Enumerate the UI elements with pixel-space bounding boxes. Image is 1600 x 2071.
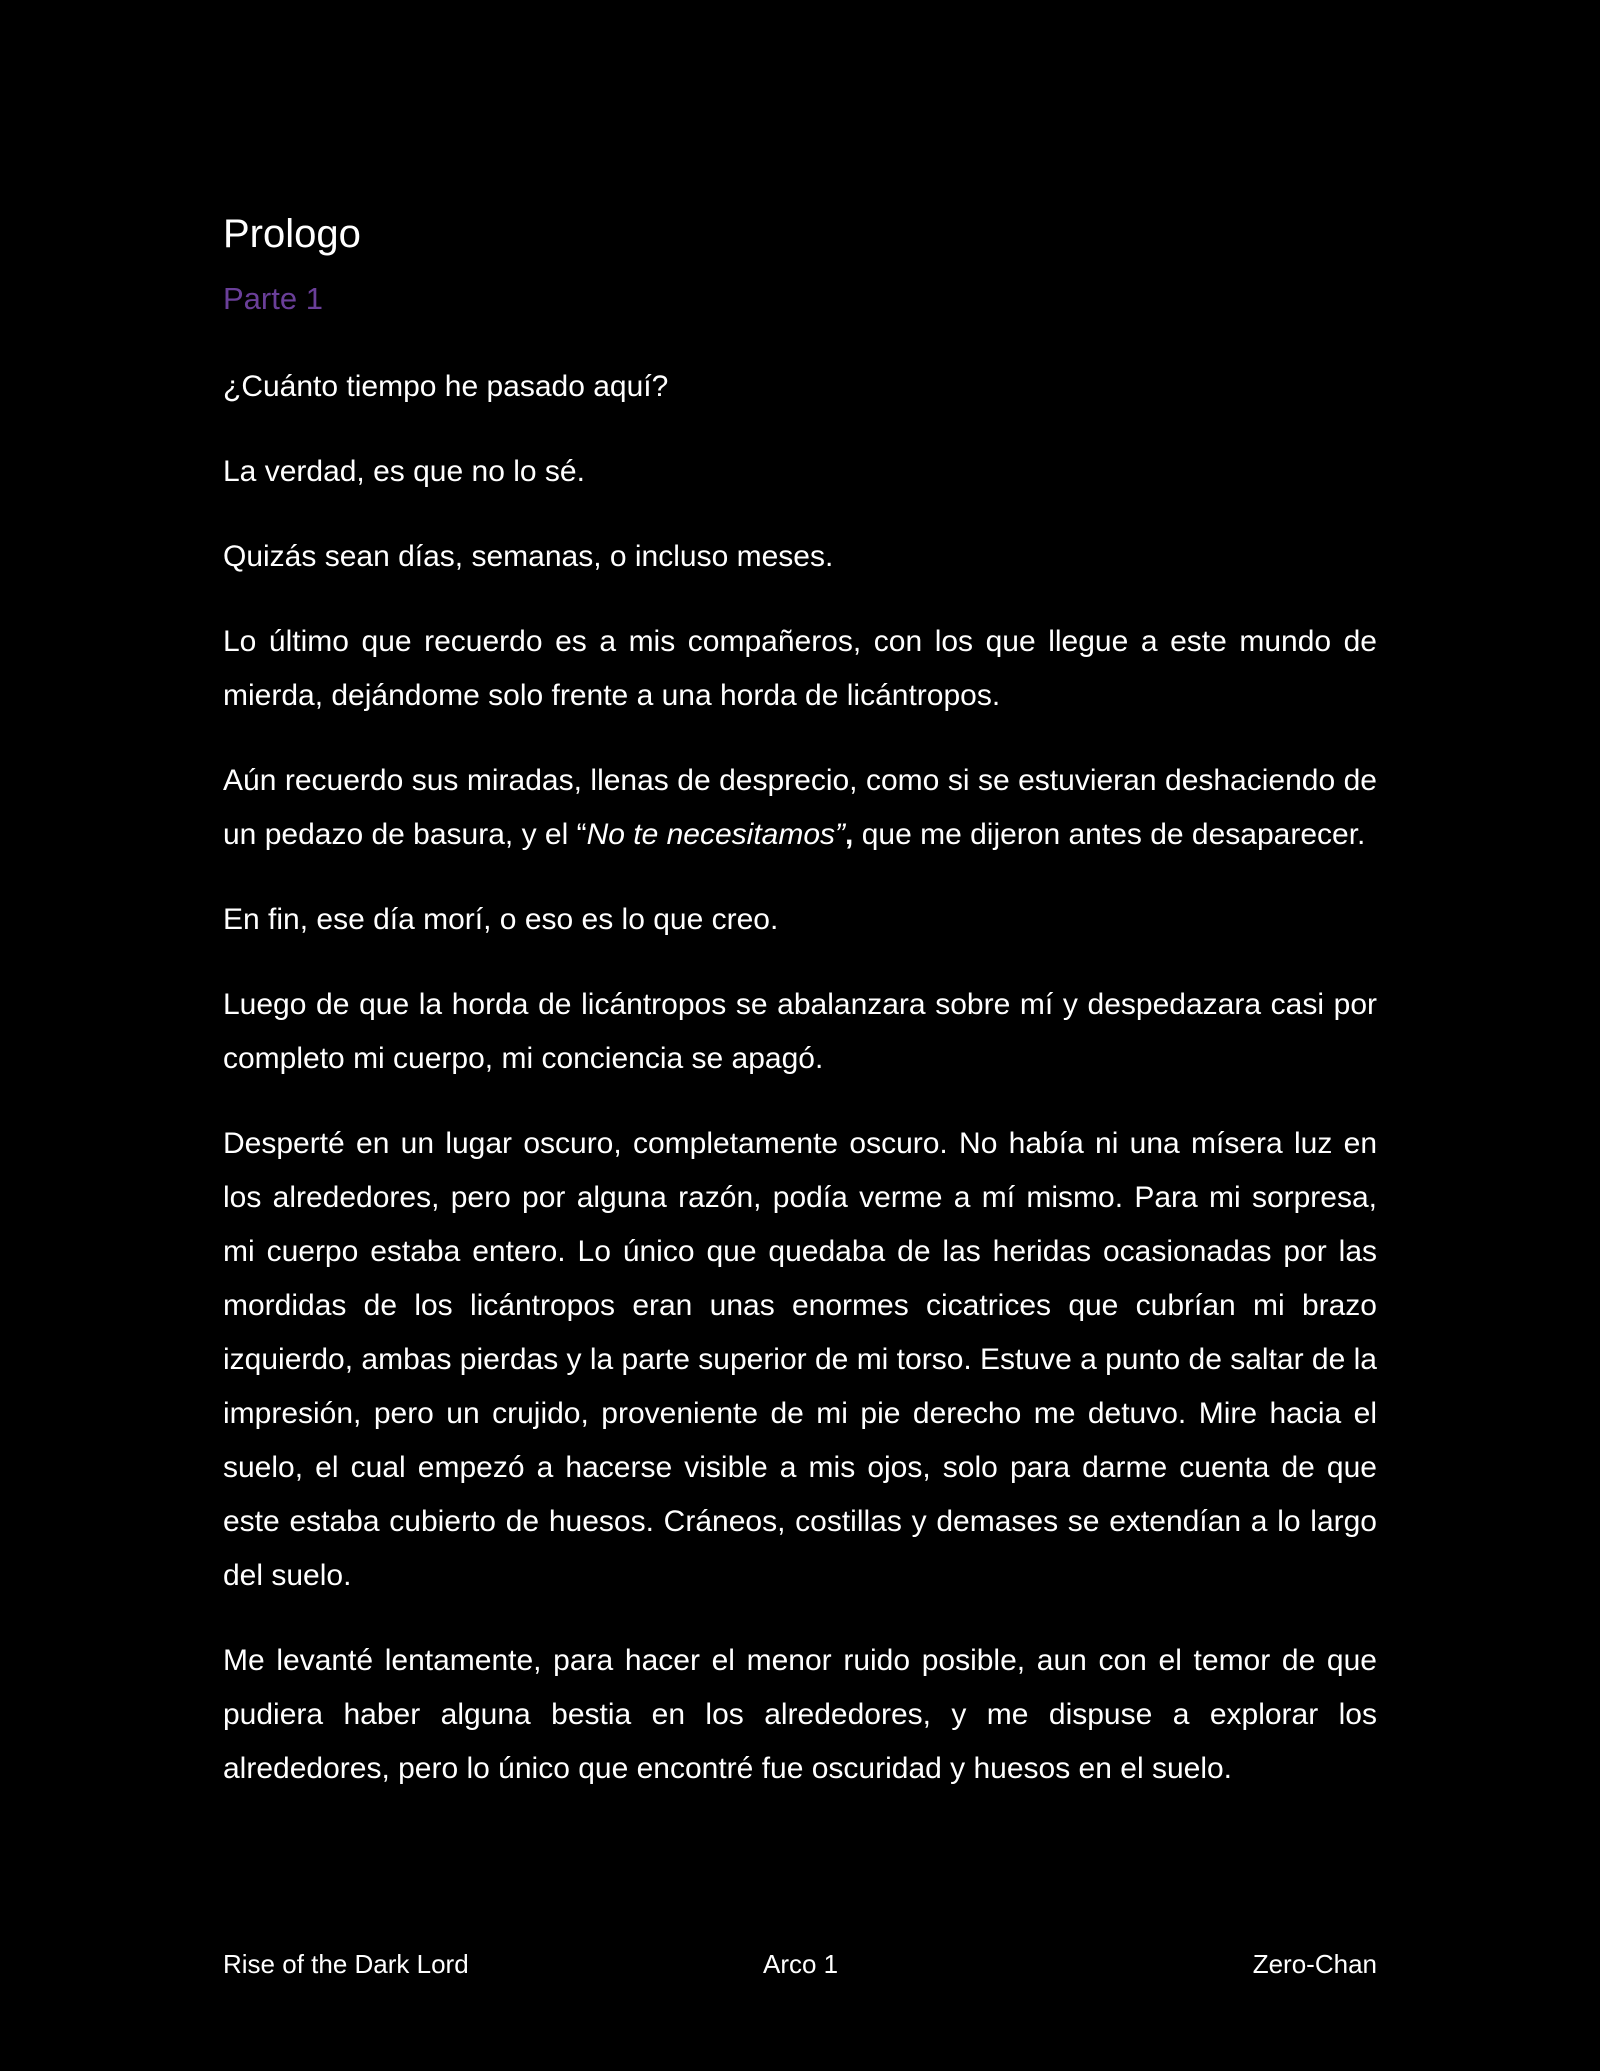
paragraph-5-text-after: que me dijeron antes de desaparecer. <box>853 818 1366 851</box>
footer-arc: Arco 1 <box>763 1949 839 1979</box>
footer-book-title: Rise of the Dark Lord <box>223 1949 469 1979</box>
quoted-phrase: No te necesitamos” <box>586 818 846 851</box>
footer-author: Zero-Chan <box>1252 1949 1377 1979</box>
paragraph-8: Desperté en un lugar oscuro, completamente oscuro. No había ni una mísera luz en los alrededores, pero por alguna razón, podía verme a mí mismo. Para mi sorpresa, mi cuerpo estaba entero. Lo único que quedaba de las heridas ocasionadas por las mordidas de los licántropos eran unas enormes cicatrices que cubrían mi brazo izquierdo, ambas pierdas y la parte superior de mi torso. Estuve a punto de saltar de la impresión, pero un crujido, proveniente de mi pie derecho me detuvo. Mire hacia el suelo, el cual empezó a hacerse visible a mis ojos, solo para darme cuenta de que este estaba cubierto de huesos. Cráneos, costillas y demases se extendían a lo largo del suelo. <box>223 1127 1377 1592</box>
document-page <box>223 208 1377 1827</box>
paragraph-5 <box>223 754 1377 862</box>
quoted-phrase-comma: , <box>845 818 854 851</box>
paragraph-6: En fin, ese día morí, o eso es lo que creo. <box>223 903 779 936</box>
page-footer <box>223 1946 1377 1986</box>
part-title: Parte 1 <box>223 281 323 316</box>
paragraph-5-text-before: Aún recuerdo sus miradas, llenas de desprecio, como si se estuvieran deshaciendo de un pedazo de basura, y el “ <box>223 764 1377 851</box>
paragraph-3: Quizás sean días, semanas, o incluso meses. <box>223 540 834 573</box>
paragraph-9: Me levanté lentamente, para hacer el menor ruido posible, aun con el temor de que pudiera haber alguna bestia en los alrededores, y me dispuse a explorar los alrededores, pero lo único que encontré fue oscuridad y huesos en el suelo. <box>223 1644 1377 1785</box>
paragraph-1: ¿Cuánto tiempo he pasado aquí? <box>223 370 669 403</box>
paragraph-2: La verdad, es que no lo sé. <box>223 455 585 488</box>
paragraph-4: Lo último que recuerdo es a mis compañeros, con los que llegue a este mundo de mierda, dejándome solo frente a una horda de licántropos. <box>223 625 1377 712</box>
paragraph-7: Luego de que la horda de licántropos se abalanzara sobre mí y despedazara casi por completo mi cuerpo, mi conciencia se apagó. <box>223 988 1377 1075</box>
chapter-title: Prologo <box>223 212 361 256</box>
